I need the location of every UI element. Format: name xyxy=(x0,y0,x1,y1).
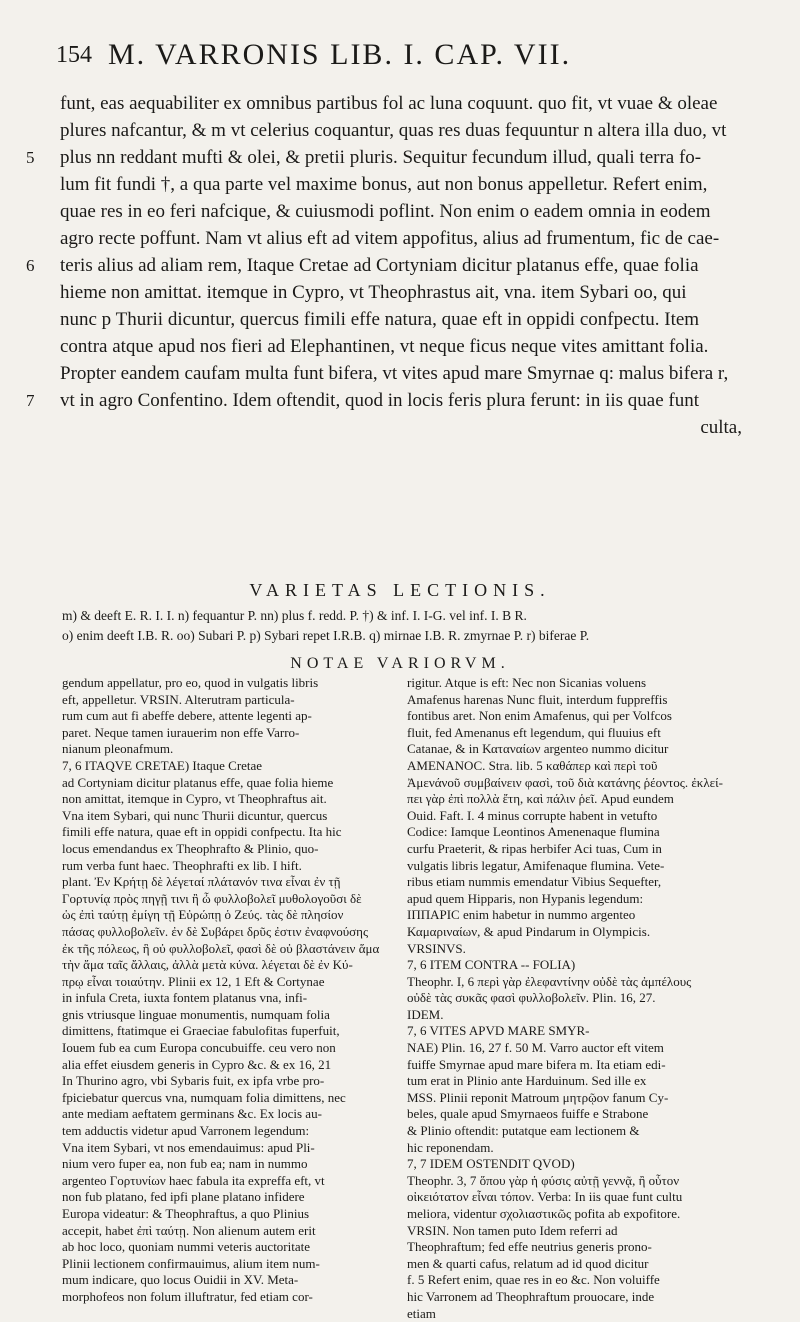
note-line: & Plinio oftendit: putatque eam lectionem & xyxy=(407,1123,640,1139)
note-line: hic Varronem ad Theophraftum prouocare, inde xyxy=(407,1288,655,1304)
note-line: Ἀμενάνοῦ συμβαίνειν φασὶ, τοῦ διὰ κατάνης ῥέοντος. ἐκλεί- xyxy=(407,774,723,790)
note-line: in infula Creta, iuxta fontem platanus vna, infi- xyxy=(62,990,308,1006)
note-line: dimittens, ftatimque ei Graeciae fabulofitas fuperfuit, xyxy=(62,1023,340,1039)
note-line: Ouid. Faft. I. 4 minus corrupte habent in vetufto xyxy=(407,807,658,823)
note-line: etiam xyxy=(407,1305,436,1321)
note-line: Theophraftum; fed effe neutrius generis prono- xyxy=(407,1239,652,1255)
text-line xyxy=(26,387,742,414)
note-line: Vna item Sybari, qui nunc Thurii dicuntur, quercus xyxy=(62,807,328,823)
page-number: 154 xyxy=(56,42,92,68)
note-line: locus emendandus ex Theophrafto & Plinio, quo- xyxy=(62,840,319,856)
note-line: accepit, habet ἐπὶ ταύτῃ. Non alienum autem erit xyxy=(62,1222,316,1238)
note-line: curfu Praeterit, & ripas herbifer Aci tuas, Cum in xyxy=(407,840,662,856)
text-line xyxy=(26,252,742,279)
note-line: morphofeos non folum illuftratur, fed etiam cor- xyxy=(62,1288,313,1304)
note-line: Plinii lectionem confirmauimus, alium item num- xyxy=(62,1255,320,1271)
note-line: nianum pleonafmum. xyxy=(62,741,174,757)
page-header xyxy=(56,38,756,78)
note-line: 7, 6 ITEM CONTRA -- FOLIA) xyxy=(407,957,576,973)
note-line: ἐκ τῆς πόλεως, ἣ οὐ φυλλοβολεῖ, φασὶ δὲ οὐ βλαστάνειν ἅμα xyxy=(62,940,380,956)
note-line: Theophr. I, 6 περὶ γὰρ ἐλεφαντίνην οὐδὲ τὰς ἀμπέλους xyxy=(407,973,692,989)
note-line: paret. Neque tamen iurauerim non effe Varro- xyxy=(62,724,300,740)
main-text xyxy=(26,90,742,441)
note-line: πρῳ εἶναι τοιαύτην. Plinii ex 12, 1 Eft & Cortynae xyxy=(62,973,325,989)
variae-lectiones xyxy=(62,606,752,646)
note-line: οἰκειότατον εἶναι τόπον. Verba: In iis quae funt cultu xyxy=(407,1189,683,1205)
note-line: NAE) Plin. 16, 27 f. 50 M. Varro auctor eft vitem xyxy=(407,1040,664,1056)
note-line: eft, appelletur. VRSIN. Alterutram particula- xyxy=(62,691,295,707)
note-line: hic reponendam. xyxy=(407,1139,494,1155)
note-line: gnis vtriusque linguae monumentis, numquam folia xyxy=(62,1006,330,1022)
note-line: beles, quale apud Smyrnaeos fuiffe e Strabone xyxy=(407,1106,649,1122)
line-text: nunc p Thurii dicuntur, quercus fimili effe natura, quae eft in oppidi confpectu. Item xyxy=(60,309,700,330)
note-line: rum cum aut fi abeffe debere, attente legenti ap- xyxy=(62,708,312,724)
note-line: 7, 6 VITES APVD MARE SMYR- xyxy=(407,1023,590,1039)
note-line: AMENANOC. Stra. lib. 5 καθάπερ καὶ περὶ τοῦ xyxy=(407,757,658,773)
text-line xyxy=(60,225,742,252)
note-line: men & quarti cafus, relatum ad id quod dicitur xyxy=(407,1255,649,1271)
note-line: Codice: Iamque Leontinos Amenenaque flumina xyxy=(407,824,660,840)
text-line xyxy=(60,306,742,333)
note-line: VRSINVS. xyxy=(407,940,466,956)
note-line: fontibus aret. Non enim Amafenus, qui per Volfcos xyxy=(407,708,672,724)
running-head: M. VARRONIS LIB. I. CAP. VII. xyxy=(108,38,572,71)
note-line: οὐδὲ τὰς συκᾶς φασὶ φυλλοβολεῖν. Plin. 16, 27. xyxy=(407,990,656,1006)
note-line: gendum appellatur, pro eo, quod in vulgatis libris xyxy=(62,675,319,690)
note-line: ΙΠΠΑΡΙC enim habetur in nummo argenteo xyxy=(407,907,636,923)
notae-heading: NOTAE VARIORVM. xyxy=(290,655,510,672)
note-line: Amafenus harenas Nunc fluit, interdum fuppreffis xyxy=(407,691,668,707)
text-line xyxy=(60,90,742,117)
note-line: ante mediam aeftatem germinans &c. Ex locis au- xyxy=(62,1106,322,1122)
note-line: alia effet eiusdem generis in Cypro &c. & ex 16, 21 xyxy=(62,1056,332,1072)
note-line: meliora, videntur σχολιαστικῶς pofita ab expofitore. xyxy=(407,1206,681,1221)
line-text: vt in agro Confentino. Idem oftendit, quod in locis feris plura ferunt: in iis quae funt xyxy=(60,390,700,411)
line-text: contra atque apud nos fieri ad Elephantinen, vt neque ficus neque vites amittant folia. xyxy=(60,336,709,357)
note-line: Theophr. 3, 7 ὅπου γὰρ ἡ φύσις αὐτῇ γεννᾷ, ἢ οὗτον xyxy=(407,1172,680,1188)
note-line: non amittat, itemque in Cypro, vt Theophraftus ait. xyxy=(62,791,327,807)
note-line: τὴν ἄμα ταῖς ἄλλαις, ἀλλὰ μετὰ κύνα. λέγεται δὲ ἐν Κύ- xyxy=(62,957,353,973)
note-line: tem adductis videtur apud Varronem legendum: xyxy=(62,1123,310,1139)
note-line: fuiffe Smyrnae apud mare bifera m. Ita etiam edi- xyxy=(407,1056,666,1072)
variant-line: o) enim deeft I.B. R. oo) Subari P. p) Sybari repet I.R.B. q) mirnae I.B. R. zmyrnae P. r) biferae P. xyxy=(62,628,590,643)
note-line: IDEM. xyxy=(407,1006,444,1022)
text-line xyxy=(60,198,742,225)
note-line: plant. Ἐν Κρήτῃ δὲ λέγεταί πλάτανόν τινα εἶναι ἐν τῇ xyxy=(62,874,341,890)
text-line xyxy=(26,144,742,171)
text-line xyxy=(60,117,742,144)
note-line: 7, 6 ITAQVE CRETAE) Itaque Cretae xyxy=(62,757,263,773)
line-text: agro recte poffunt. Nam vt alius eft ad vitem appofitus, alius ad frumentum, fic de cae- xyxy=(60,228,720,249)
variae-heading: VARIETAS LECTIONIS. xyxy=(249,580,551,600)
note-line: 7, 7 IDEM OSTENDIT QVOD) xyxy=(407,1156,575,1172)
note-line: fluit, fed Amenanus eft legendum, qui fluuius eft xyxy=(407,724,661,740)
line-text: hieme non amittat. itemque in Cypro, vt Theophrastus ait, vna. item Sybari oo, qui xyxy=(60,282,687,303)
line-text: teris alius ad aliam rem, Itaque Cretae ad Cortyniam dicitur platanus effe, quae folia xyxy=(60,255,699,276)
text-line xyxy=(60,414,742,441)
text-line xyxy=(60,279,742,306)
note-line: πάσας φυλλοβολεῖν. ἐν δὲ Συβάρει δρῦς ἐστιν ἐναφνούσης xyxy=(62,923,369,939)
note-line: Vna item Sybari, vt nos emendauimus: apud Pli- xyxy=(62,1139,315,1155)
notes-column-left xyxy=(62,675,400,1306)
line-text: plus nn reddant mufti & olei, & pretii pluris. Sequitur fecundum illud, quali terra fo- xyxy=(60,147,702,168)
note-line: non fub platano, fed ipfi plane platano infidere xyxy=(62,1189,305,1205)
line-number: 6 xyxy=(26,256,35,275)
note-line: vulgatis libris legatur, Amifenaque flumina. Vete- xyxy=(407,857,665,873)
note-line: In Thurino agro, vbi Sybaris fuit, ex ipfa vrbe pro- xyxy=(62,1073,325,1089)
note-line: Γορτυνίᾳ πρὸς πηγῇ τινι ἢ ὦ φυλλοβολεῖ μυθολογοῦσι δὲ xyxy=(62,890,362,906)
line-number: 7 xyxy=(26,391,35,410)
note-line: VRSIN. Non tamen puto Idem referri ad xyxy=(407,1222,618,1238)
note-line: fpiciebatur quercus vna, numquam folia dimittens, nec xyxy=(62,1089,346,1105)
note-line: mum indicare, quo locus Ouidii in XV. Meta- xyxy=(62,1272,299,1288)
note-line: Iouem fub ea cum Europa concubuiffe. ceu vero non xyxy=(62,1040,336,1056)
text-line xyxy=(60,333,742,360)
note-line: MSS. Plinii reponit Matroum μητρῷον fanum Cy- xyxy=(407,1089,669,1105)
line-text: quae res in eo feri nafcique, & cuiusmodi poflint. Non enim o eadem omnia in eodem xyxy=(60,201,711,222)
note-line: ab hoc loco, quoniam nummi veteris auctoritate xyxy=(62,1239,311,1255)
catchword: culta, xyxy=(700,417,742,438)
note-line: rigitur. Atque is eft: Nec non Sicanias voluens xyxy=(407,675,647,690)
line-text: funt, eas aequabiliter ex omnibus partibus fol ac luna coquunt. quo fit, vt vuae & oleae xyxy=(60,93,718,114)
note-line: rum verba funt haec. Theophrafti ex lib. I hift. xyxy=(62,857,302,873)
variant-line: m) & deeft E. R. I. I. n) fequantur P. nn) plus f. redd. P. †) & inf. I. I-G. vel inf. I. B R. xyxy=(62,608,527,623)
note-line: ὡς ἐπὶ ταύτῃ ἐμίγη τῇ Εὐρώπῃ ὁ Ζεύς. τὰς δὲ πλησίον xyxy=(62,907,344,923)
note-line: Europa videatur: & Theophraftus, a quo Plinius xyxy=(62,1206,310,1221)
line-number: 5 xyxy=(26,148,35,167)
line-text: Propter eandem caufam multa funt bifera, vt vites apud mare Smyrnae q: malus bifera r, xyxy=(60,363,729,384)
line-text: plures nafcantur, & m vt celerius coquantur, quas res duas fequuntur n altera illa duo, vt xyxy=(60,120,727,141)
note-line: Catanae, & in Καταναίων argenteo nummo dicitur xyxy=(407,741,669,757)
text-line xyxy=(60,171,742,198)
note-line: nium vero fuper ea, non fub ea; nam in nummo xyxy=(62,1156,308,1172)
note-line: Καμαριναίων, & apud Pindarum in Olympicis. xyxy=(407,923,651,939)
note-line: fimili effe natura, quae eft in oppidi confpectu. Ita hic xyxy=(62,824,342,840)
note-line: ad Cortyniam dicitur platanus effe, quae folia hieme xyxy=(62,774,334,790)
note-line: πει γὰρ ἐπὶ πολλὰ ἔτη, καὶ πάλιν ῥεῖ. Apud eundem xyxy=(407,791,674,807)
note-line: tum erat in Plinio ante Harduinum. Sed ille ex xyxy=(407,1073,647,1089)
notes-column-right xyxy=(407,675,745,1322)
text-line xyxy=(60,360,742,387)
note-line: f. 5 Refert enim, quae res in eo &c. Non voluiffe xyxy=(407,1272,660,1288)
note-line: ribus etiam nummis emendatur Vibius Sequefter, xyxy=(407,874,662,890)
note-line: apud quem Hipparis, non Hypanis legendum: xyxy=(407,890,644,906)
line-text: lum fit fundi †, a qua parte vel maxime bonus, aut non bonus appelletur. Refert enim, xyxy=(60,174,708,195)
note-line: argenteo Γορτυνίων haec fabula ita expreffa eft, vt xyxy=(62,1172,325,1188)
